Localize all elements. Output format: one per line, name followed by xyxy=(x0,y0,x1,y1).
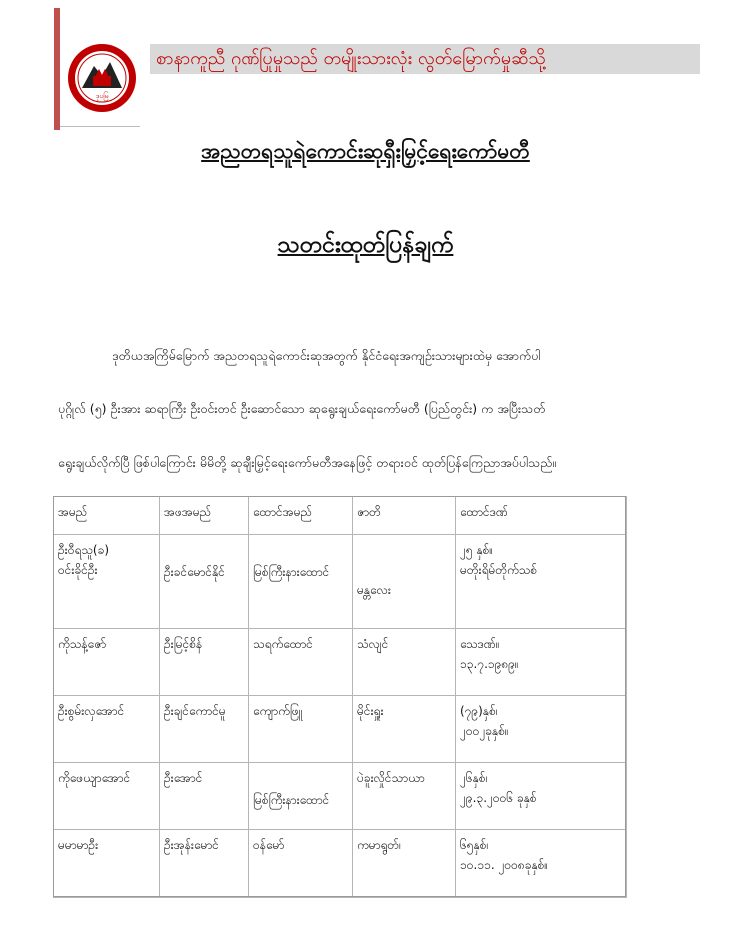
organization-logo-icon xyxy=(66,42,138,114)
cell-prison: သရက်ထောင် xyxy=(249,629,353,696)
cell-father: ဦးအုန်းမောင် xyxy=(160,830,249,898)
prison-text: မြစ်ကြီးနားထောင် xyxy=(253,565,330,579)
cell-sentence xyxy=(456,629,627,696)
name-line-1: ဦးဝီရသူ(ခ) xyxy=(58,543,110,557)
cell-name: ကိုသန့်ဇော် xyxy=(54,629,160,696)
cell-hometown: ကမာရွတ်၊ xyxy=(353,830,456,898)
cell-father: ဦးမြင့်စိန် xyxy=(160,629,249,696)
table-row xyxy=(54,696,627,763)
header-father-name: အဖအမည် xyxy=(160,497,249,535)
sentence-line-2: ၁၃.၇.၁၉၈၉။ xyxy=(460,657,519,671)
paragraph-line-2: ပုဂ္ဂိုလ် (၅) ဦးအား ဆရာကြီး ဦးဝင်းတင် ဦးဆောင်သော ဆုရွေးချယ်ရေးကော်မတီ (ပြည်တွင်း) က အပြီးသတ် xyxy=(58,401,546,416)
cell-sentence xyxy=(456,763,627,830)
left-accent-rule xyxy=(54,8,60,130)
header-sentence: ထောင်ဒဏ် xyxy=(456,497,627,535)
cell-name: ဦးစွမ်းလှအောင် xyxy=(54,696,160,763)
cell-prison xyxy=(249,763,353,830)
table-row xyxy=(54,830,627,898)
paragraph-line-3: ရွေးချယ်လိုက်ပြီ ဖြစ်ပါကြောင်း မိမိတို့ ဆုချီးမြှင့်ရေးကော်မတီအနေဖြင့် တရားဝင် ထုတ်ပြန်ကြေညာအပ်ပါသည်။ xyxy=(58,455,557,470)
committee-title: အညတရသူရဲကောင်းဆုရှီးမြှင့်ရေးကော်မတီ xyxy=(201,139,530,163)
cell-prison: ကျောက်ဖြူ xyxy=(249,696,353,763)
name-line-2: ဝင်းခိုင်ဦး xyxy=(58,563,98,577)
cell-name xyxy=(54,535,160,629)
sentence-line-1: ၂၅ နှစ်။ xyxy=(460,543,494,557)
header-hometown: ဇာတိ xyxy=(353,497,456,535)
cell-hometown: သံလျင် xyxy=(353,629,456,696)
header-name: အမည် xyxy=(54,497,160,535)
sentence-line-2: ၂၉.၃.၂၀၀၆ ခုနှစ် xyxy=(460,791,537,805)
sentence-line-2: ၂၀၀၂ခုနှစ်။ xyxy=(460,724,509,738)
press-release-title: သတင်းထုတ်ပြန်ချက် xyxy=(277,232,454,258)
cell-prison: ဝန်မော် xyxy=(249,830,353,898)
sentence-line-1: ၂၆နှစ်၊ xyxy=(460,771,488,785)
table-row xyxy=(54,535,627,629)
cell-name: မမာမာဦး xyxy=(54,830,160,898)
sentence-line-2: ၁၀.၁၁. ၂၀၀၈ခုနှစ်။ xyxy=(460,858,549,872)
header-banner: စာနာကူညီ ဂုဏ်ပြုမှုသည် တမျိုးသားလုံး လွတ်မြောက်မှုဆီသို့ xyxy=(150,44,700,74)
cell-father xyxy=(160,535,249,629)
cell-sentence xyxy=(456,535,627,629)
sentence-line-1: (၇၉)နှစ်၊ xyxy=(460,704,498,718)
sentence-line-1: ၆၅နှစ်၊ xyxy=(460,838,489,852)
father-text: ဦးခင်မောင်နိုင် xyxy=(164,565,225,579)
cell-sentence xyxy=(456,830,627,898)
logo-caption: ဒုပမြ xyxy=(95,92,109,100)
table-row xyxy=(54,763,627,830)
table-header-row xyxy=(54,497,627,535)
cell-name: ကိုဖေယျာအောင် xyxy=(54,763,160,830)
cell-father: ဦးချင်ကောင်မူ xyxy=(160,696,249,763)
sentence-line-2: မတိုးရိမ်တိုက်သစ် xyxy=(460,563,538,577)
header-divider xyxy=(60,126,140,127)
sentence-line-1: သေဒဏ်။ xyxy=(460,637,500,651)
hometown-text: မန္တလေး xyxy=(357,583,391,597)
cell-hometown: မိုင်းရှူး xyxy=(353,696,456,763)
cell-prison xyxy=(249,535,353,629)
cell-hometown xyxy=(353,535,456,629)
paragraph-line-1: ဒုတိယအကြိမ်မြောက် အညတရသူရဲကောင်းဆုအတွက် နိုင်ငံရေးအကျဉ်းသားများထဲမှ အောက်ပါ xyxy=(112,348,541,363)
cell-hometown: ပဲခူးလှိုင်သာယာ xyxy=(353,763,456,830)
cell-father: ဦးအောင် xyxy=(160,763,249,830)
cell-sentence xyxy=(456,696,627,763)
prison-text: မြစ်ကြီးနားထောင် xyxy=(253,793,330,807)
awardees-table xyxy=(53,496,627,898)
header-prison: ထောင်အမည် xyxy=(249,497,353,535)
table-row xyxy=(54,629,627,696)
